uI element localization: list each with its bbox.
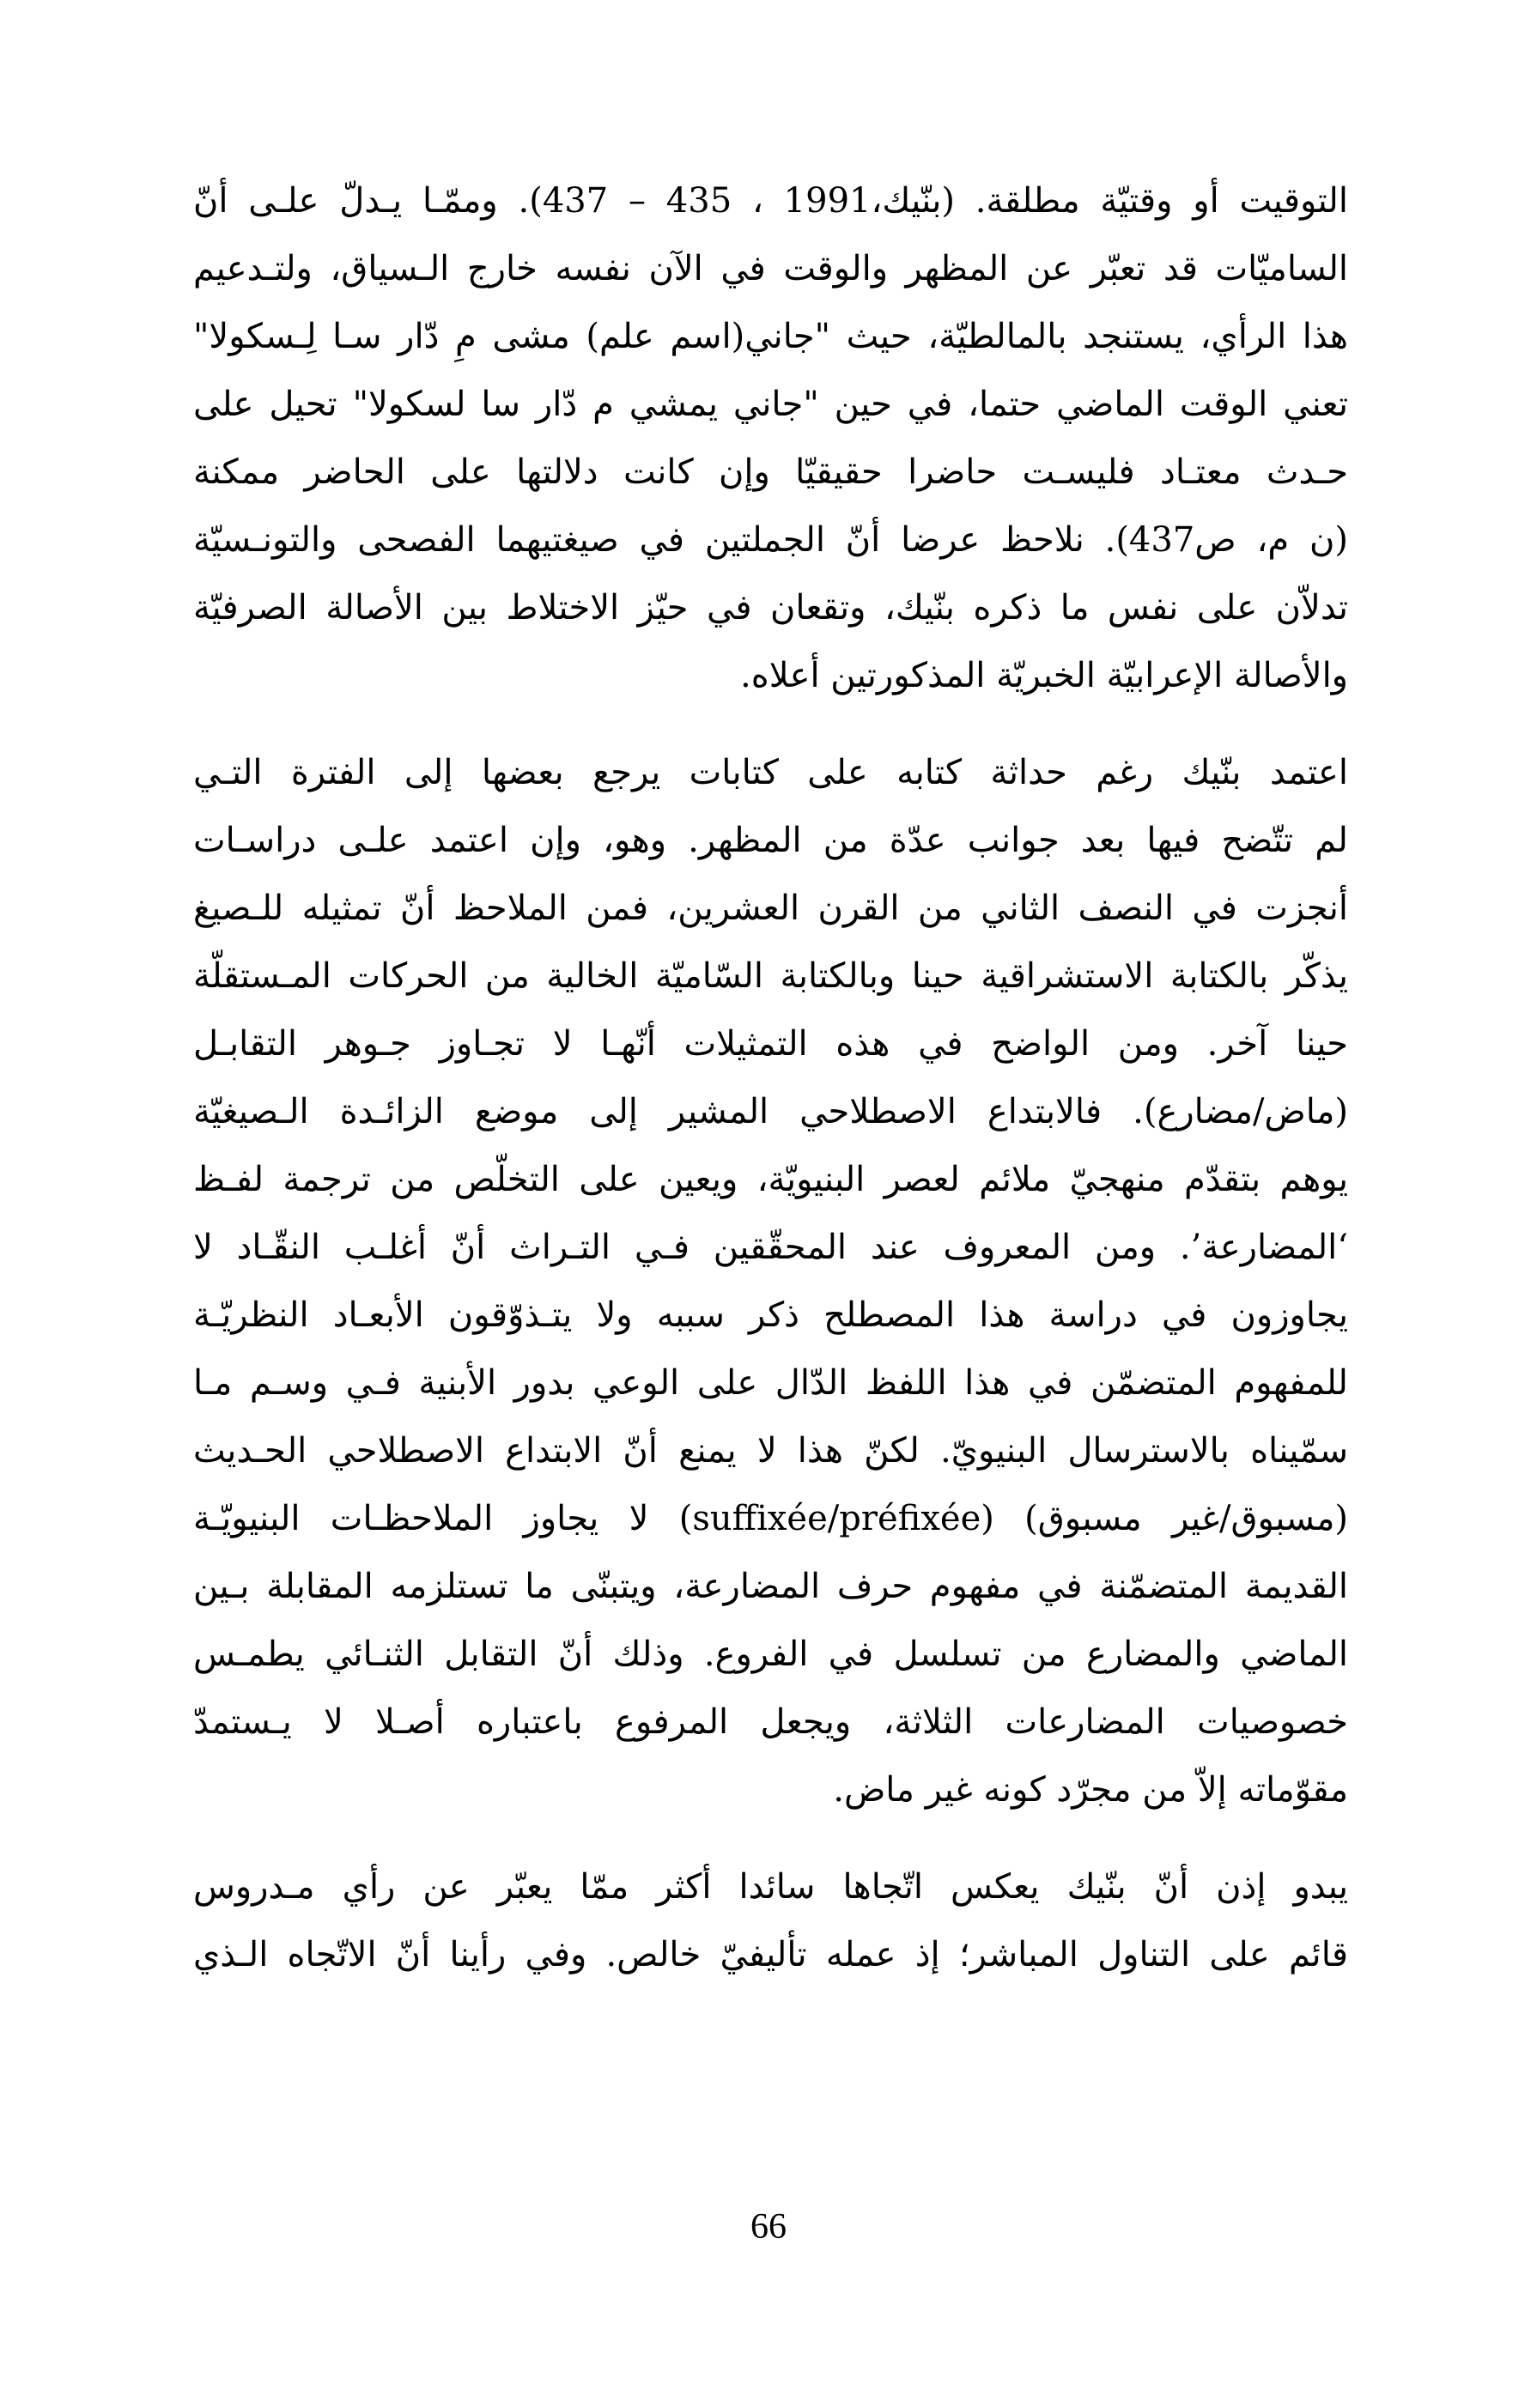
text-line: هذا الرأي، يستنجد بالمالطيّة، حيث "جاني(اسم علم) مشى مِ دّار سـا لِـسكولا": [193, 317, 1348, 356]
text-line: يوهم بتقدّم منهجيّ ملائم لعصر البنيويّة، ويعين على التخلّص من ترجمة لفـظ: [193, 1160, 1348, 1199]
text-line: يبدو إذن أنّ بنّيك يعكس اتّجاها سائدا أكثر ممّا يعبّر عن رأي مـدروس: [193, 1867, 1348, 1907]
text-line: (ماض/مضارع). فالابتداع الاصطلاحي المشير إلى موضع الزائـدة الـصيغيّة: [193, 1092, 1348, 1131]
text-line: الساميّات قد تعبّر عن المظهر والوقت في الآن نفسه خارج الـسياق، ولتـدعيم: [193, 249, 1348, 288]
text-line: حـدث معتـاد فليسـت حاضرا حقيقيّا وإن كانت دلالتها على الحاضر ممكنة: [193, 452, 1348, 492]
text-line: يجاوزون في دراسة هذا المصطلح ذكر سببه ولا يتـذوّقون الأبعـاد النظريّـة: [193, 1295, 1348, 1335]
text-line: أنجزت في النصف الثاني من القرن العشرين، فمن الملاحظ أنّ تمثيله للـصيغ: [193, 889, 1348, 928]
text-line: لم تتّضح فيها بعد جوانب عدّة من المظهر. وهو، وإن اعتمد علـى دراسـات: [193, 821, 1348, 860]
paragraph-1: [193, 167, 1348, 710]
paragraph-3: [193, 1853, 1348, 1989]
paragraph-2: [193, 739, 1348, 1824]
body-text: [193, 167, 1348, 2018]
text-line: الماضي والمضارع من تسلسل في الفروع. وذلك أنّ التقابل الثنـائي يطمـس: [193, 1635, 1348, 1674]
text-line: تعني الوقت الماضي حتما، في حين "جاني يمشي م دّار سا لسكولا" تحيل على: [193, 385, 1348, 424]
text-line: خصوصيات المضارعات الثلاثة، ويجعل المرفوع باعتباره أصـلا لا يـستمدّ: [193, 1702, 1348, 1742]
text-line: اعتمد بنّيك رغم حداثة كتابه على كتابات يرجع بعضها إلى الفترة التـي: [193, 753, 1348, 792]
text-line: (مسبوق/غير مسبوق) (suffixée/préfixée) لا يجاوز الملاحظـات البنيويّـة: [193, 1499, 1348, 1538]
text-line: (ن م، ص437). نلاحظ عرضا أنّ الجملتين في صيغتيهما الفصحى والتونـسيّة: [193, 520, 1348, 560]
text-line: للمفهوم المتضمّن في هذا اللفظ الدّال على الوعي بدور الأبنية فـي وسـم مـا: [193, 1363, 1348, 1403]
text-line: التوقيت أو وقتيّة مطلقة. (بنّيك،1991 ، 435 – 437). وممّـا يـدلّ علـى أنّ: [193, 181, 1348, 221]
text-line: قائم على التناول المباشر؛ إذ عمله تأليفيّ خالص. وفي رأينا أنّ الاتّجاه الـذي: [193, 1935, 1348, 1974]
text-line: ‘المضارعة’. ومن المعروف عند المحقّقين فـي التـراث أنّ أغلـب النقّـاد لا: [193, 1228, 1348, 1267]
text-line: سمّيناه بالاسترسال البنيويّ. لكنّ هذا لا يمنع أنّ الابتداع الاصطلاحي الحـديث: [193, 1431, 1348, 1471]
text-line: يذكّر بالكتابة الاستشراقية حينا وبالكتابة السّاميّة الخالية من الحركات المـستقلّة: [193, 956, 1348, 996]
text-line: والأصالة الإعرابيّة الخبريّة المذكورتين أعلاه.: [740, 656, 1348, 695]
text-line: حينا آخر. ومن الواضح في هذه التمثيلات أنّهـا لا تجـاوز جـوهر التقابـل: [193, 1024, 1348, 1064]
page-number: 66: [750, 2207, 787, 2247]
text-line: تدلاّن على نفس ما ذكره بنّيك، وتقعان في حيّز الاختلاط بين الأصالة الصرفيّة: [193, 588, 1348, 628]
text-line: مقوّماته إلاّ من مجرّد كونه غير ماض.: [833, 1770, 1348, 1810]
text-line: القديمة المتضمّنة في مفهوم حرف المضارعة، ويتبنّى ما تستلزمه المقابلة بـين: [193, 1567, 1348, 1606]
